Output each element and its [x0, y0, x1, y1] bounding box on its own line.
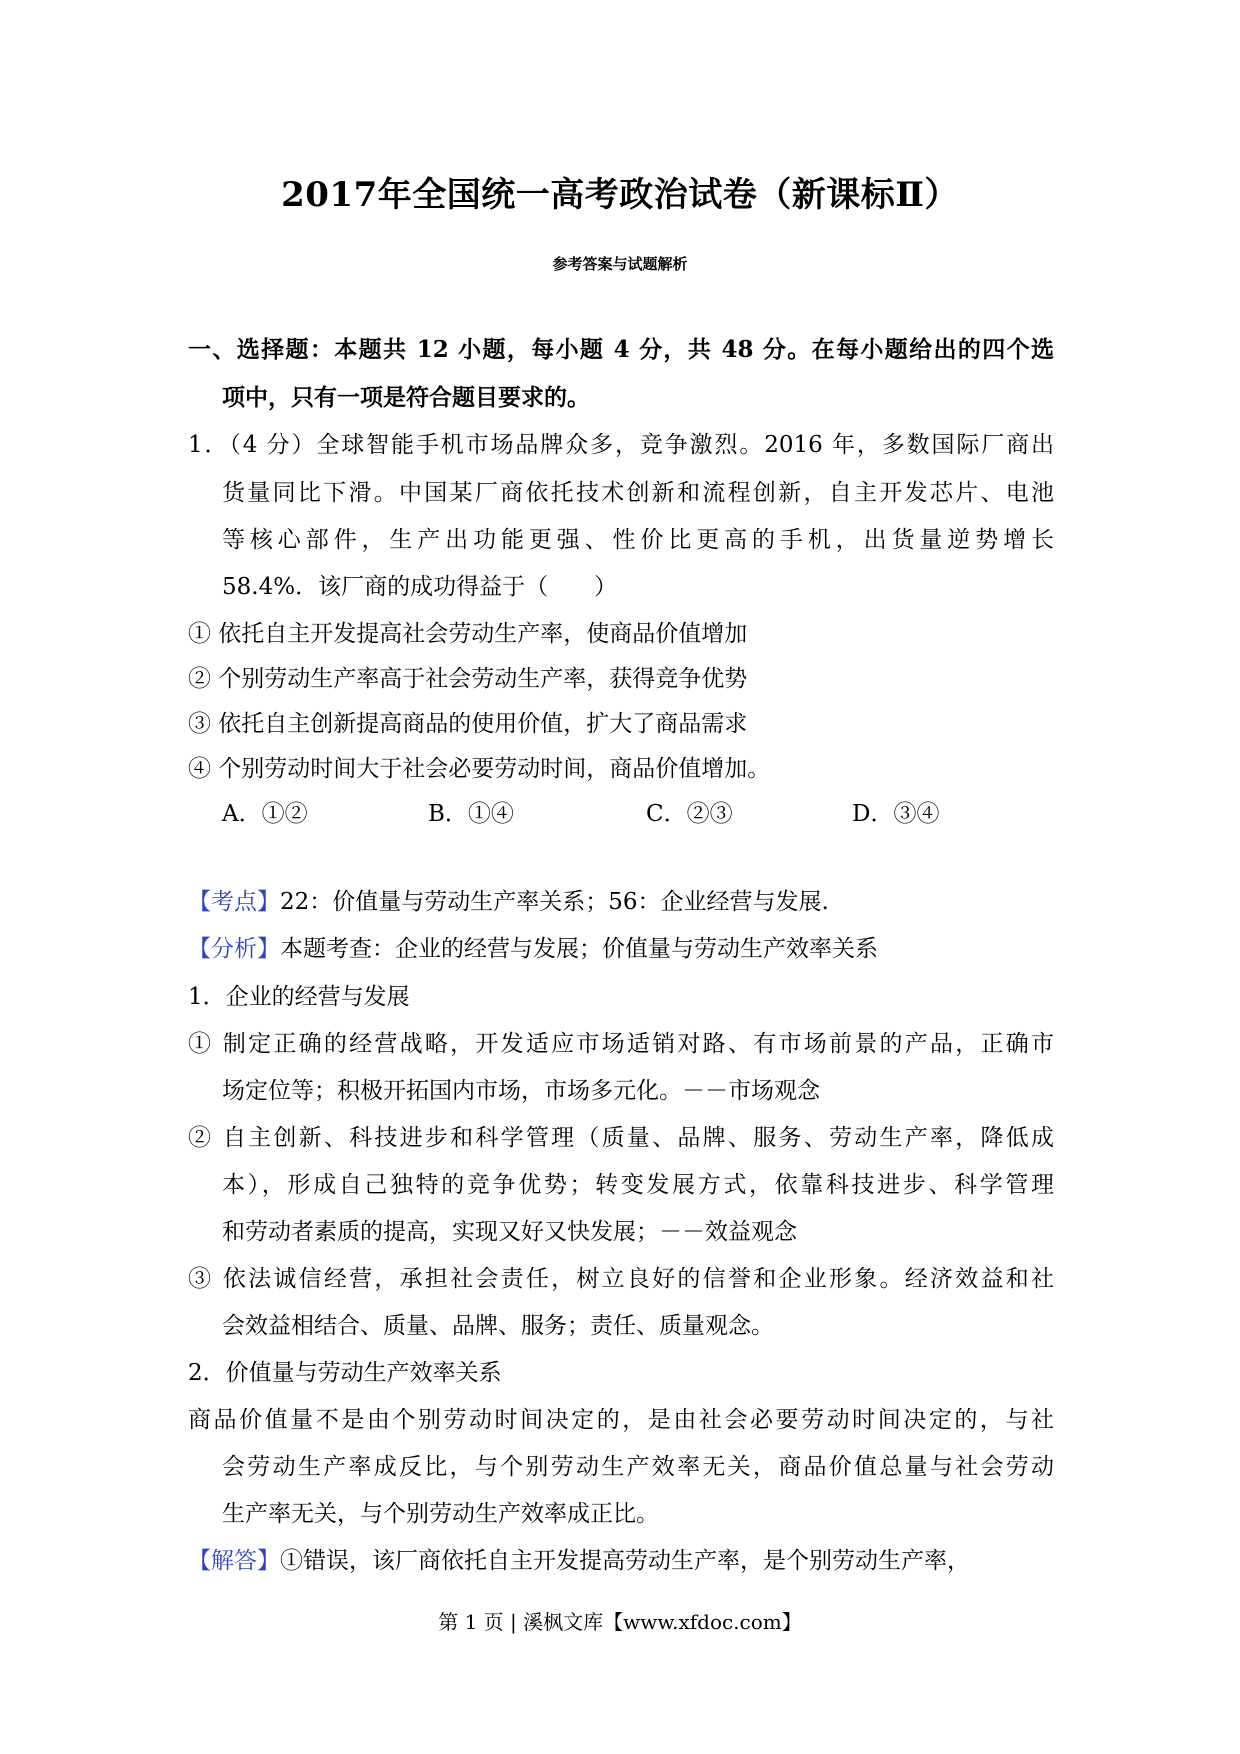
question-stem-line-1: 1．（4 分）全球智能手机市场品牌众多，竞争激烈。2016 年，多数国际厂商出: [188, 432, 1054, 458]
fenxi-point-3-line-2: 会效益相结合、质量、品牌、服务；责任、质量观念。: [222, 1313, 774, 1339]
fenxi-point-2-line-2: 本），形成自己独特的竞争优势；转变发展方式，依靠科技进步、科学管理: [222, 1172, 1054, 1198]
document-subtitle: 参考答案与试题解析: [552, 255, 688, 273]
fenxi-value-line-3: 生产率无关，与个别劳动生产效率成正比。: [222, 1501, 659, 1527]
kaodian-line: [188, 885, 829, 919]
question-item-2: ② 个别劳动生产率高于社会劳动生产率，获得竞争优势: [188, 666, 748, 692]
option-c: C．②③: [646, 801, 733, 827]
section-heading-line-1: 一、选择题：本题共 12 小题，每小题 4 分，共 48 分。在每小题给出的四个选: [188, 336, 1054, 363]
document-title: 2017年全国统一高考政治试卷（新课标Ⅱ）: [281, 175, 959, 215]
fenxi-text: 本题考查：企业的经营与发展；价值量与劳动生产效率关系: [280, 936, 878, 962]
fenxi-point-1-line-2: 场定位等；积极开拓国内市场，市场多元化。－－市场观念: [222, 1078, 820, 1104]
option-b: B．①④: [428, 801, 514, 827]
question-stem-line-3: 等核心部件，生产出功能更强、性价比更高的手机，出货量逆势增长: [222, 527, 1054, 553]
fenxi-tag: 【分析】: [188, 936, 280, 962]
fenxi-value-line-1: 商品价值量不是由个别劳动时间决定的，是由社会必要劳动时间决定的，与社: [188, 1407, 1054, 1433]
question-item-4: ④ 个别劳动时间大于社会必要劳动时间，商品价值增加。: [188, 756, 771, 782]
jieda-line: [188, 1544, 970, 1578]
jieda-text: ①错误，该厂商依托自主开发提高劳动生产率，是个别劳动生产率，: [280, 1548, 970, 1574]
question-stem-line-2: 货量同比下滑。中国某厂商依托技术创新和流程创新，自主开发芯片、电池: [222, 480, 1054, 506]
question-item-3: ③ 依托自主创新提高商品的使用价值，扩大了商品需求: [188, 711, 748, 737]
section-heading-line-2: 项中，只有一项是符合题目要求的。: [222, 384, 590, 411]
kaodian-text: 22：价值量与劳动生产率关系；56：企业经营与发展.: [280, 889, 829, 915]
kaodian-tag: 【考点】: [188, 889, 280, 915]
option-d: D．③④: [852, 801, 940, 827]
jieda-tag: 【解答】: [188, 1548, 280, 1574]
answer-options: [0, 797, 1240, 831]
fenxi-value-line-2: 会劳动生产率成反比，与个别劳动生产效率无关，商品价值总量与社会劳动: [222, 1454, 1054, 1480]
fenxi-subheading-2: 2．价值量与劳动生产效率关系: [188, 1360, 502, 1386]
fenxi-point-2-line-3: 和劳动者素质的提高，实现又好又快发展；－－效益观念: [222, 1219, 797, 1245]
option-a: A．①②: [222, 801, 308, 827]
fenxi-point-3-line-1: ③ 依法诚信经营，承担社会责任，树立良好的信誉和企业形象。经济效益和社: [188, 1266, 1054, 1292]
question-stem-line-4: 58.4%．该厂商的成功得益于（ ）: [222, 574, 618, 600]
page-footer: 第 1 页 | 溪枫文库【www.xfdoc.com】: [438, 1610, 802, 1634]
fenxi-line: [188, 932, 878, 966]
fenxi-point-2-line-1: ② 自主创新、科技进步和科学管理（质量、品牌、服务、劳动生产率，降低成: [188, 1125, 1054, 1151]
question-item-1: ① 依托自主开发提高社会劳动生产率，使商品价值增加: [188, 621, 748, 647]
fenxi-subheading-1: 1．企业的经营与发展: [188, 984, 410, 1010]
fenxi-point-1-line-1: ① 制定正确的经营战略，开发适应市场适销对路、有市场前景的产品，正确市: [188, 1031, 1054, 1057]
